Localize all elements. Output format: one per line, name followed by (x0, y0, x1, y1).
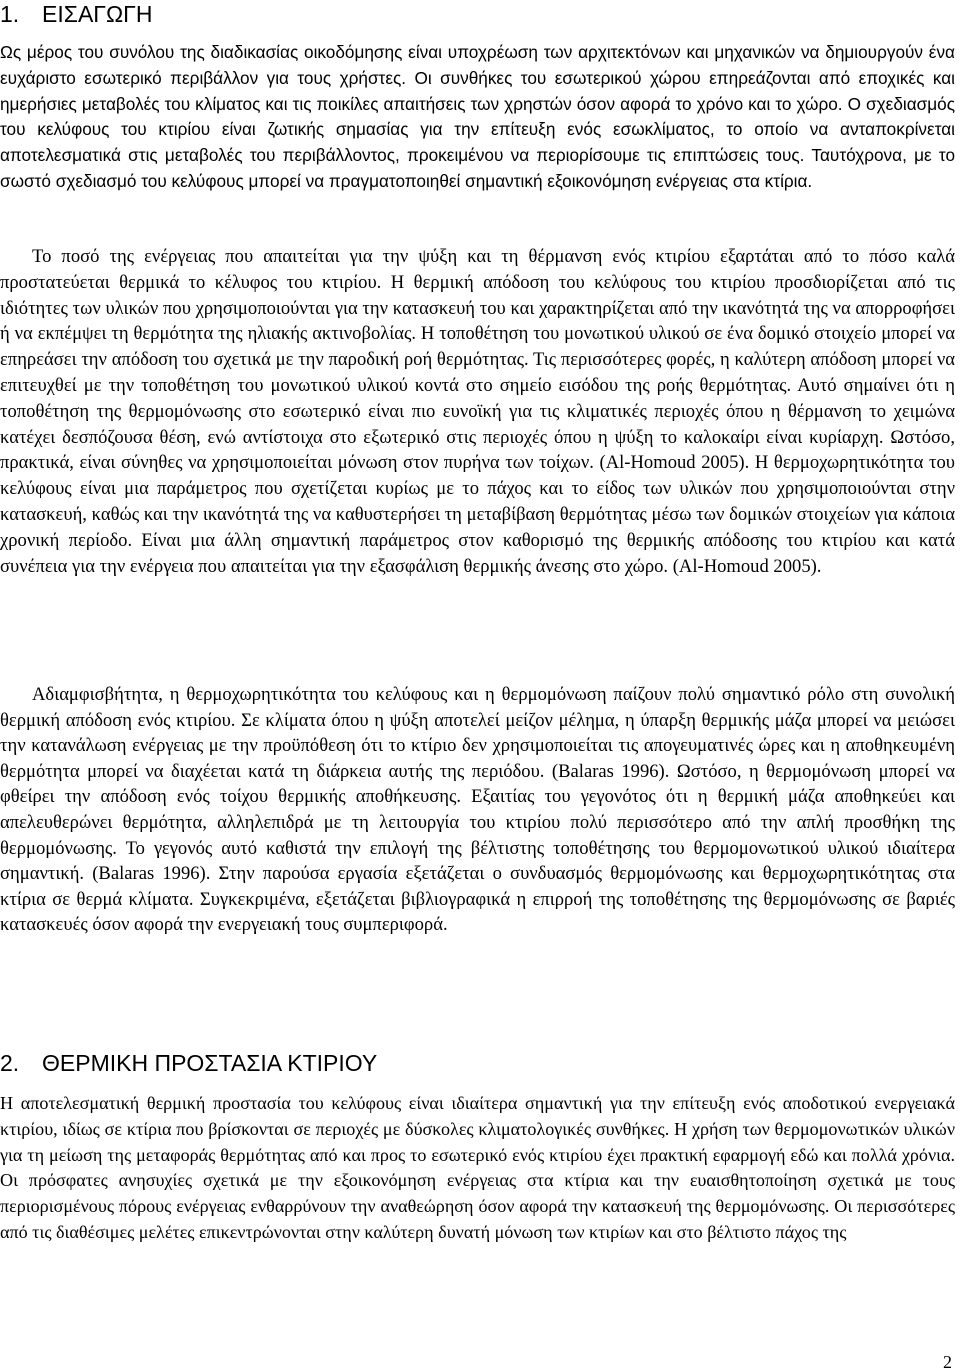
section-1-paragraph-2: Το ποσό της ενέργειας που απαιτείται για την ψύξη και τη θέρμανση ενός κτιρίου εξαρτάται από το πόσο καλά προστατεύεται θερμικά το κέλυφος του κτιρίου. Η θερμική απόδοση του κελύφους του κτιρίου προσδιορίζεται από τις ιδιότητες των υλικών που χρησιμοποιούνται για την κατασκευή του και χαρακτηρίζεται από την ικανότητά της να απορροφήσει ή να εκπέμψει τη θερμότητα της ηλιακής ακτινοβολίας. Η τοποθέτηση του μονωτικού υλικού σε ένα δομικό στοιχείο μπορεί να επηρεάσει την απόδοση του σχετικά με την παροδική ροή θερμότητας. Τις περισσότερες φορές, η καλύτερη απόδοση μπορεί να επιτευχθεί με την τοποθέτηση του μονωτικού υλικού κοντά στο σημείο εισόδου της ροής θερμότητας. Αυτό σημαίνει ότι η τοποθέτηση της θερμομόνωσης στο εσωτερικό είναι πιο ευνοϊκή για τις κλιματικές περιοχές όπου η θέρμανση το χειμώνα κατέχει δεσπόζουσα θέση, ενώ αντίστοιχα στο εξωτερικό στις περιοχές όπου η ψύξη το καλοκαίρι είναι κυρίαρχη. Ωστόσο, πρακτικά, είναι σύνηθες να χρησιμοποιείται μόνωση στον πυρήνα των τοίχων. (Al-Homoud 2005). Η θερμοχωρητικότητα του κελύφους είναι μια παράμετρος που σχετίζεται κυρίως με το πάχος και το είδος των υλικών που χρησιμοποιούνται στην κατασκευή, καθώς και την ικανότητά της να καθυστερήσει τη μεταβίβαση θερμότητας μέσω των δομικών στοιχείων για κάποια χρονική περίοδο. Είναι μια άλλη σημαντική παράμετρος στον καθορισμό της θερμικής απόδοσης του κτιρίου και κατά συνέπεια για την ενέργεια που απαιτείται για την εξασφάλιση θερμικής άνεσης στο χώρο. (Al-Homoud 2005). (0, 246, 955, 577)
section-2-paragraph-1: Η αποτελεσματική θερμική προστασία του κελύφους είναι ιδιαίτερα σημαντική για την επίτευξη ενός αποδοτικού ενεργειακά κτιρίου, ιδίως σε κτίρια που βρίσκονται σε περιοχές με δύσκολες κλιματολογικές συνθήκες. Η χρήση των θερμομονωτικών υλικών για τη μείωση της μεταφοράς θερμότητας από και προς το εσωτερικό ενός κτιρίου έχει πρακτική εφαρμογή εδώ και πολλά χρόνια. Οι πρόσφατες ανησυχίες σχετικά με την εξοικονόμηση ενέργειας στα κτίρια και την ευαισθητοποίηση σχετικά με τους περιορισμένους πόρους ενέργειας ενθαρρύνουν την αναθεώρηση όσον αφορά την κατασκευή της θερμομόνωσης. Οι περισσότερες από τις διαθέσιμες μελέτες επικεντρώνονται στην καλύτερη δυνατή μόνωση των κτιρίων και στο βέλτιστο πάχος της (0, 1093, 955, 1242)
section-1-paragraph-1: Ως μέρος του συνόλου της διαδικασίας οικοδόμησης είναι υποχρέωση των αρχιτεκτόνων και μηχανικών να δημιουργούν ένα ευχάριστο εσωτερικό περιβάλλον για τους χρήστες. Οι συνθήκες του εσωτερικού χώρου επηρεάζονται από εποχικές και ημερήσιες μεταβολές του κλίματος και τις ποικίλες απαιτήσεις των χρηστών όσον αφορά το χρόνο και το χώρο. Ο σχεδιασμός του κελύφους του κτιρίου είναι ζωτικής σημασίας για την επίτευξη ενός εσωκλίματος, το οποίο να ανταποκρίνεται αποτελεσματικά στις μεταβολές του περιβάλλοντος, προκειμένου να περιορίσουμε τις επιπτώσεις τους. Ταυτόχρονα, με το σωστό σχεδιασμό του κελύφους μπορεί να πραγματοποιηθεί σημαντική εξοικονόμηση ενέργειας στα κτίρια. (0, 42, 955, 191)
page-number: 2 (943, 1352, 952, 1372)
section-1-number: 1. (0, 1, 20, 27)
section-2-title: ΘΕΡΜΙΚΗ ΠΡΟΣΤΑΣΙΑ ΚΤΙΡΙΟΥ (42, 1050, 378, 1076)
section-1-paragraph-3: Αδιαμφισβήτητα, η θερμοχωρητικότητα του κελύφους και η θερμομόνωση παίζουν πολύ σημαντικό ρόλο στη συνολική θερμική απόδοση ενός κτιρίου. Σε κλίματα όπου η ψύξη αποτελεί μείζον μέλημα, η ύπαρξη θερμικής μάζα μπορεί να μειώσει την κατανάλωση ενέργειας με την προϋπόθεση ότι το κτίριο δεν χρησιμοποιείται τις απογευματινές ώρες και η αποθηκευμένη θερμότητα μπορεί να διαχέεται κατά τη διάρκεια αυτής της περιόδου. (Balaras 1996). Ωστόσο, η θερμομόνωση μπορεί να φθείρει την απόδοση ενός τοίχου θερμικής αποθήκευσης. Εξαιτίας του γεγονότος ότι η θερμική μάζα αποθηκεύει και απελευθερώνει θερμότητα, αλληλεπιδρά με τη λειτουργία του κτιρίου πολύ περισσότερο από την απλή προσθήκη της θερμομόνωσης. Το γεγονός αυτό καθιστά την επιλογή της βέλτιστης τοποθέτησης του θερμομονωτικού υλικού ιδιαίτερα σημαντική. (Balaras 1996). Στην παρούσα εργασία εξετάζεται ο συνδυασμός θερμομόνωσης και θερμοχωρητικότητας στα κτίρια σε θερμά κλίματα. Συγκεκριμένα, εξετάζεται βιβλιογραφικά η επιρροή της τοποθέτησης της θερμομόνωσης σε βαριές κατασκευές όσον αφορά την ενεργειακή τους συμπεριφορά. (0, 684, 955, 936)
section-1-title: ΕΙΣΑΓΩΓΗ (42, 1, 153, 27)
section-1-heading (0, 0, 152, 28)
section-2-heading (0, 1049, 377, 1077)
section-2-number: 2. (0, 1050, 20, 1076)
